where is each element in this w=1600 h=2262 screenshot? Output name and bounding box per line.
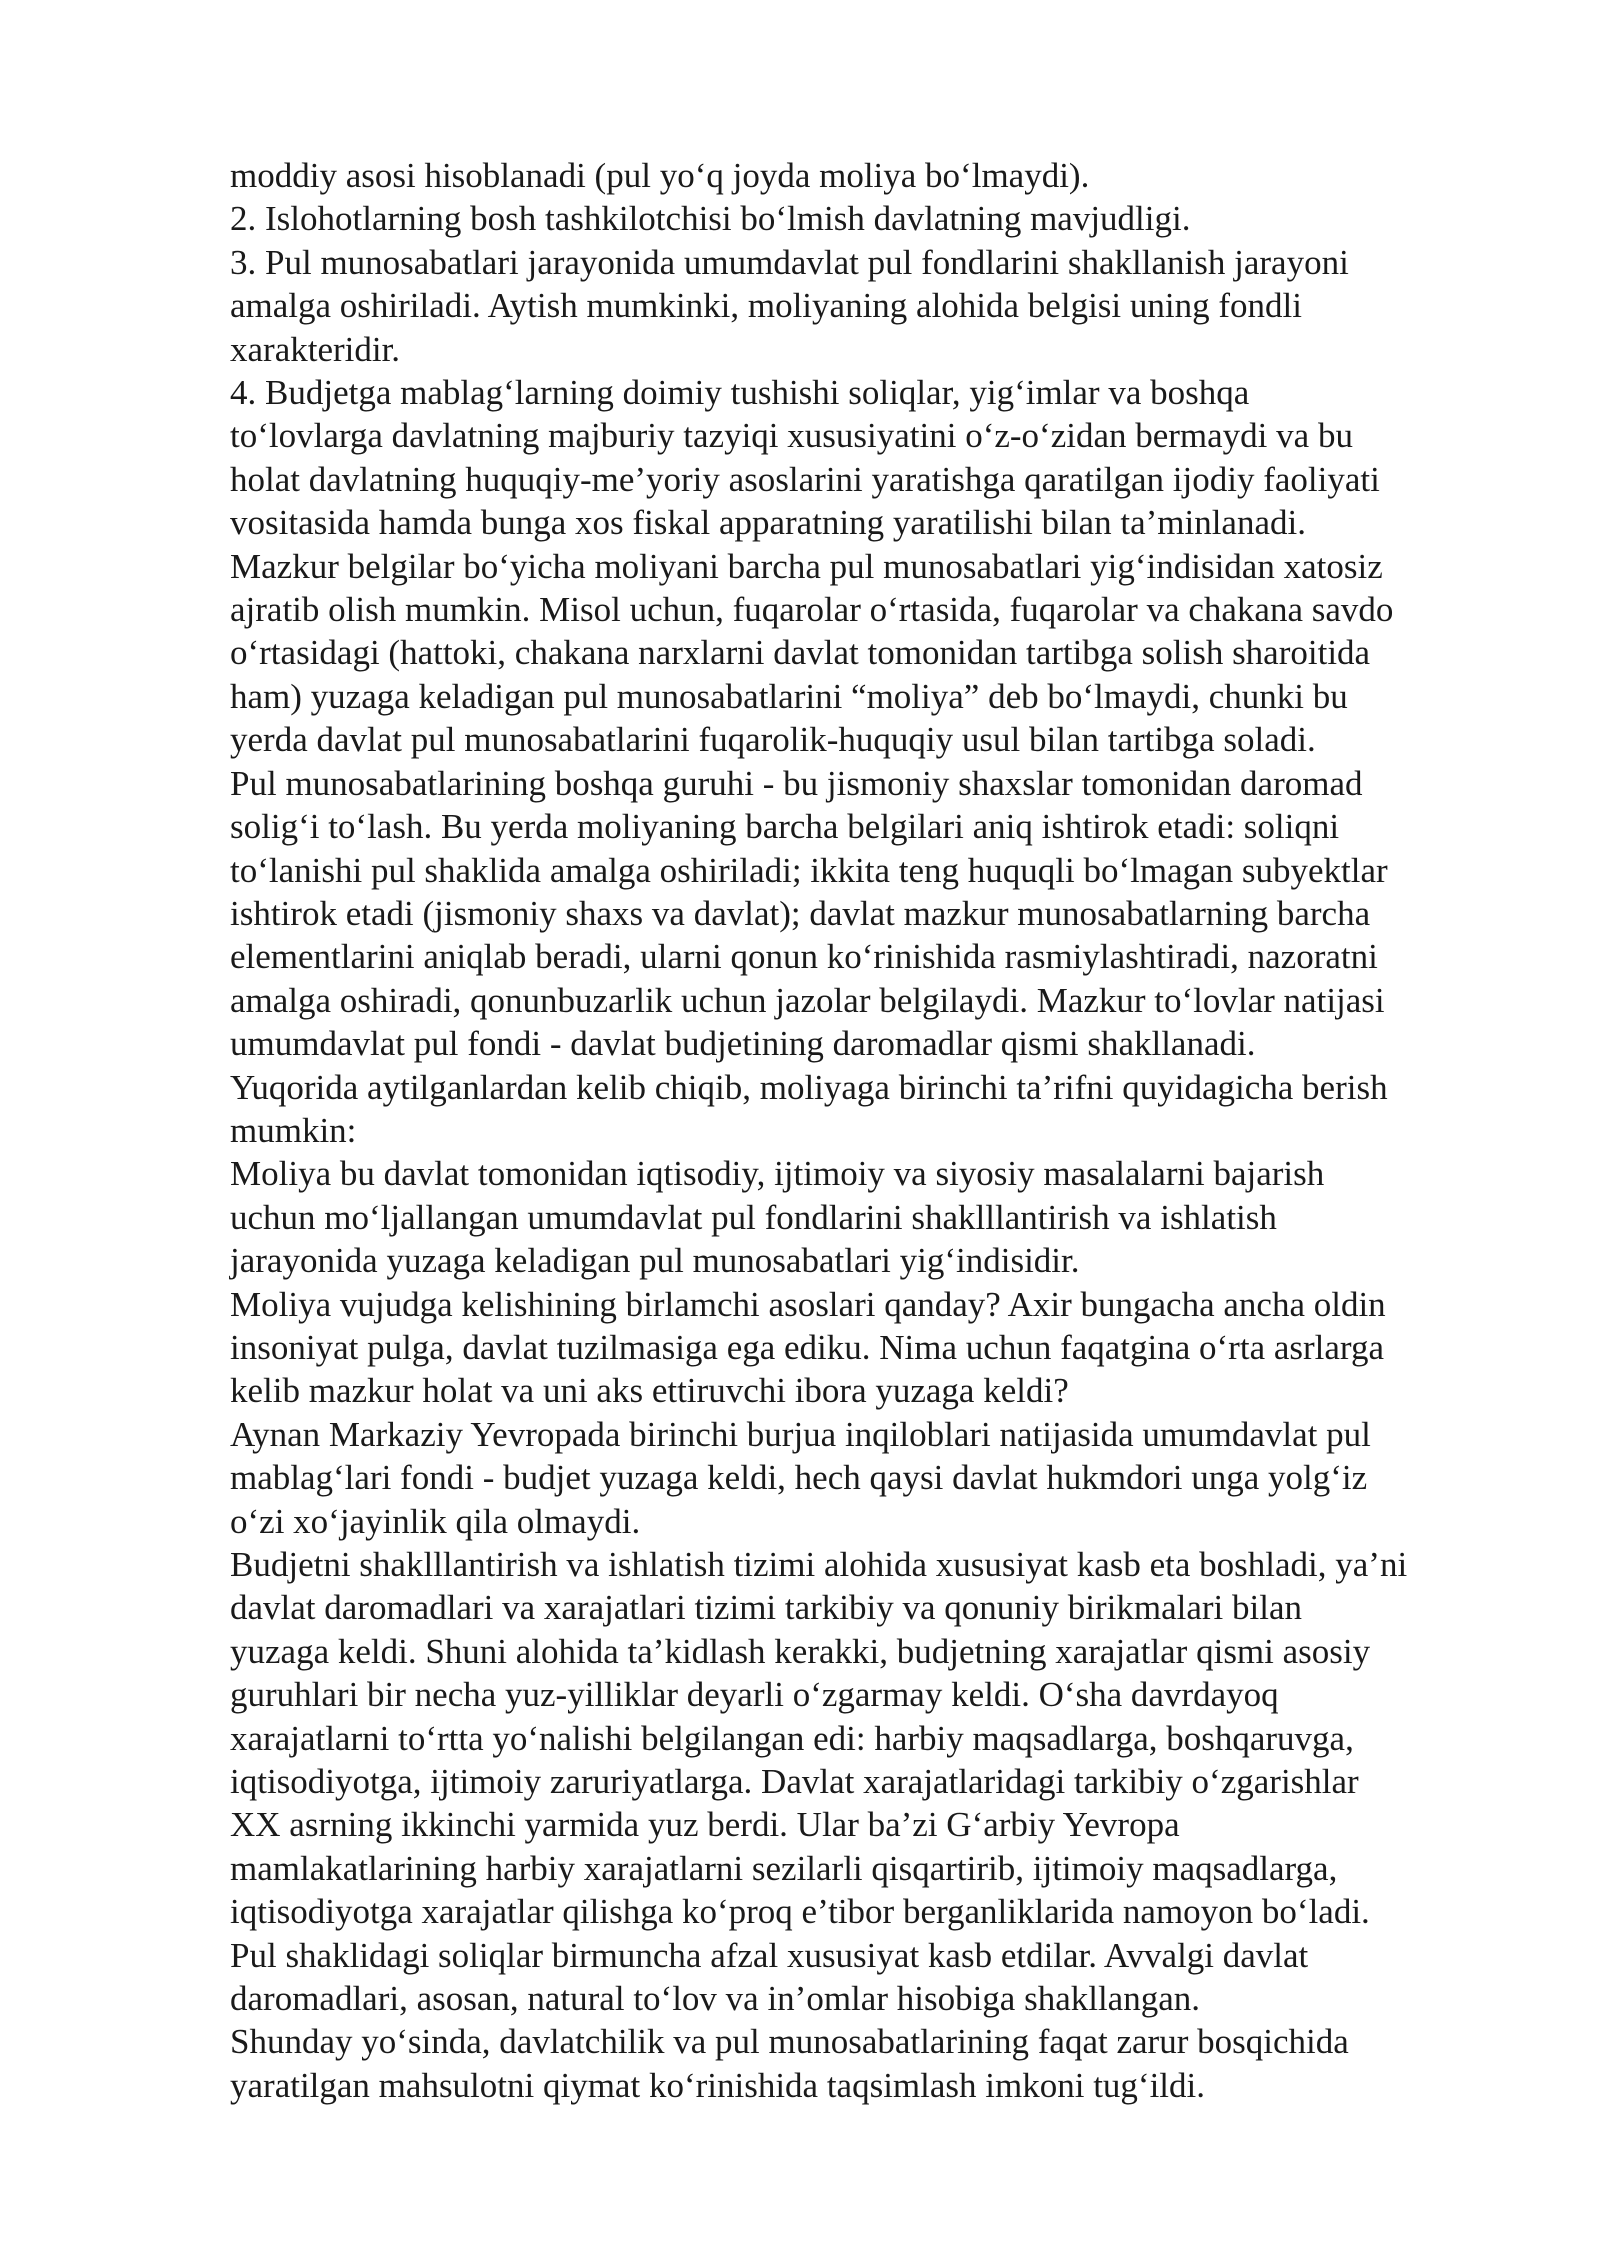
paragraph: Aynan Markaziy Yevropada birinchi burjua inqiloblari natijasida umumdavlat pul mablag‘lari fondi - budjet yuzaga keldi, hech qaysi davlat hukmdori unga yolg‘iz o‘zi xo‘jayinlik qila olmaydi. [230,1414,1371,1541]
paragraph: Budjetni shaklllantirish va ishlatish tizimi alohida xususiyat kasb eta boshladi, ya’ni davlat daromadlari va xarajatlari tizimi tarkibiy va qonuniy birikmalari bilan yuzaga keldi. Shuni alohida ta’kidlash kerakki, budjetning xarajatlar qismi asosiy guruhlari bir necha yuz-yilliklar deyarli o‘zgarmay keldi. O‘sha davrdayoq xarajatlarni to‘rtta yo‘nalishi belgilangan edi: harbiy maqsadlarga, boshqaruvga, iqtisodiyotga, ijtimoiy zaruriyatlarga. Davlat xarajatlaridagi tarkibiy o‘zgarishlar XX asrning ikkinchi yarmida yuz berdi. Ular ba’zi G‘arbiy Yevropa mamlakatlarining harbiy xarajatlarni sezilarli qisqartirib, ijtimoiy maqsadlarga, iqtisodiyotga xarajatlar qilishga ko‘proq e’tibor berganliklarida namoyon bo‘ladi. [230,1545,1408,1932]
paragraph: moddiy asosi hisoblanadi (pul yo‘q joyda moliya bo‘lmaydi). [230,156,1090,195]
paragraph: Pul shaklidagi soliqlar birmuncha afzal xususiyat kasb etdilar. Avvalgi davlat daromadlari, asosan, natural to‘lov va in’omlar hisobiga shakllangan. [230,1935,1309,2019]
paragraph: 3. Pul munosabatlari jarayonida umumdavlat pul fondlarini shakllanish jarayoni amalga oshiriladi. Aytish mumkinki, moliyaning alohida belgisi uning fondli xarakteridir. [230,242,1349,369]
paragraph: 4. Budjetga mablag‘larning doimiy tushishi soliqlar, yig‘imlar va boshqa to‘lovlarga davlatning majburiy tazyiqi xususiyatini o‘z-o‘zidan bermaydi va bu holat davlatning huquqiy-me’yoriy asoslarini yaratishga qaratilgan ijodiy faoliyati vositasida hamda bunga xos fiskal apparatning yaratilishi bilan ta’minlanadi. [230,373,1380,543]
paragraph: Mazkur belgilar bo‘yicha moliyani barcha pul munosabatlari yig‘indisidan xatosiz ajratib olish mumkin. Misol uchun, fuqarolar o‘rtasida, fuqarolar va chakana savdo o‘rtasidagi (hattoki, chakana narxlarni davlat tomonidan tartibga solish sharoitida ham) yuzaga keladigan pul munosabatlarini “moliya” deb bo‘lmaydi, chunki bu yerda davlat pul munosabatlarini fuqarolik-huquqiy usul bilan tartibga soladi. [230,546,1394,760]
paragraph: 2. Islohotlarning bosh tashkilotchisi bo‘lmish davlatning mavjudligi. [230,199,1191,239]
paragraph: Pul munosabatlarining boshqa guruhi - bu jismoniy shaxslar tomonidan daromad solig‘i to‘lash. Bu yerda moliyaning barcha belgilari aniq ishtirok etadi: soliqni to‘lanishi pul shaklida amalga oshiriladi; ikkita teng huquqli bo‘lmagan subyektlar ishtirok etadi (jismoniy shaxs va davlat); davlat mazkur munosabatlarning barcha elementlarini aniqlab beradi, ularni qonun ko‘rinishida rasmiylashtiradi, nazoratni amalga oshiradi, qonunbuzarlik uchun jazolar belgilaydi. Mazkur to‘lovlar natijasi umumdavlat pul fondi - davlat budjetining daromadlar qismi shakllanadi. [230,763,1388,1064]
paragraph: Moliya vujudga kelishining birlamchi asoslari qanday? Axir bungacha ancha oldin insoniyat pulga, davlat tuzilmasiga ega ediku. Nima uchun faqatgina o‘rta asrlarga kelib mazkur holat va uni aks ettiruvchi ibora yuzaga keldi? [230,1284,1386,1411]
paragraph: Shunday yo‘sinda, davlatchilik va pul munosabatlarining faqat zarur bosqichida yaratilgan mahsulotni qiymat ko‘rinishida taqsimlash imkoni tug‘ildi. [230,2022,1349,2105]
paragraph: Yuqorida aytilganlardan kelib chiqib, moliyaga birinchi ta’rifni quyidagicha berish mumkin: [230,1067,1388,1150]
document-body [230,154,1530,2107]
definition-paragraph: Moliya bu davlat tomonidan iqtisodiy, ijtimoiy va siyosiy masalalarni bajarish uchun mo‘ljallangan umumdavlat pul fondlarini shaklllantirish va ishlatish jarayonida yuzaga keladigan pul munosabatlari yig‘indisidir. [230,1154,1325,1281]
